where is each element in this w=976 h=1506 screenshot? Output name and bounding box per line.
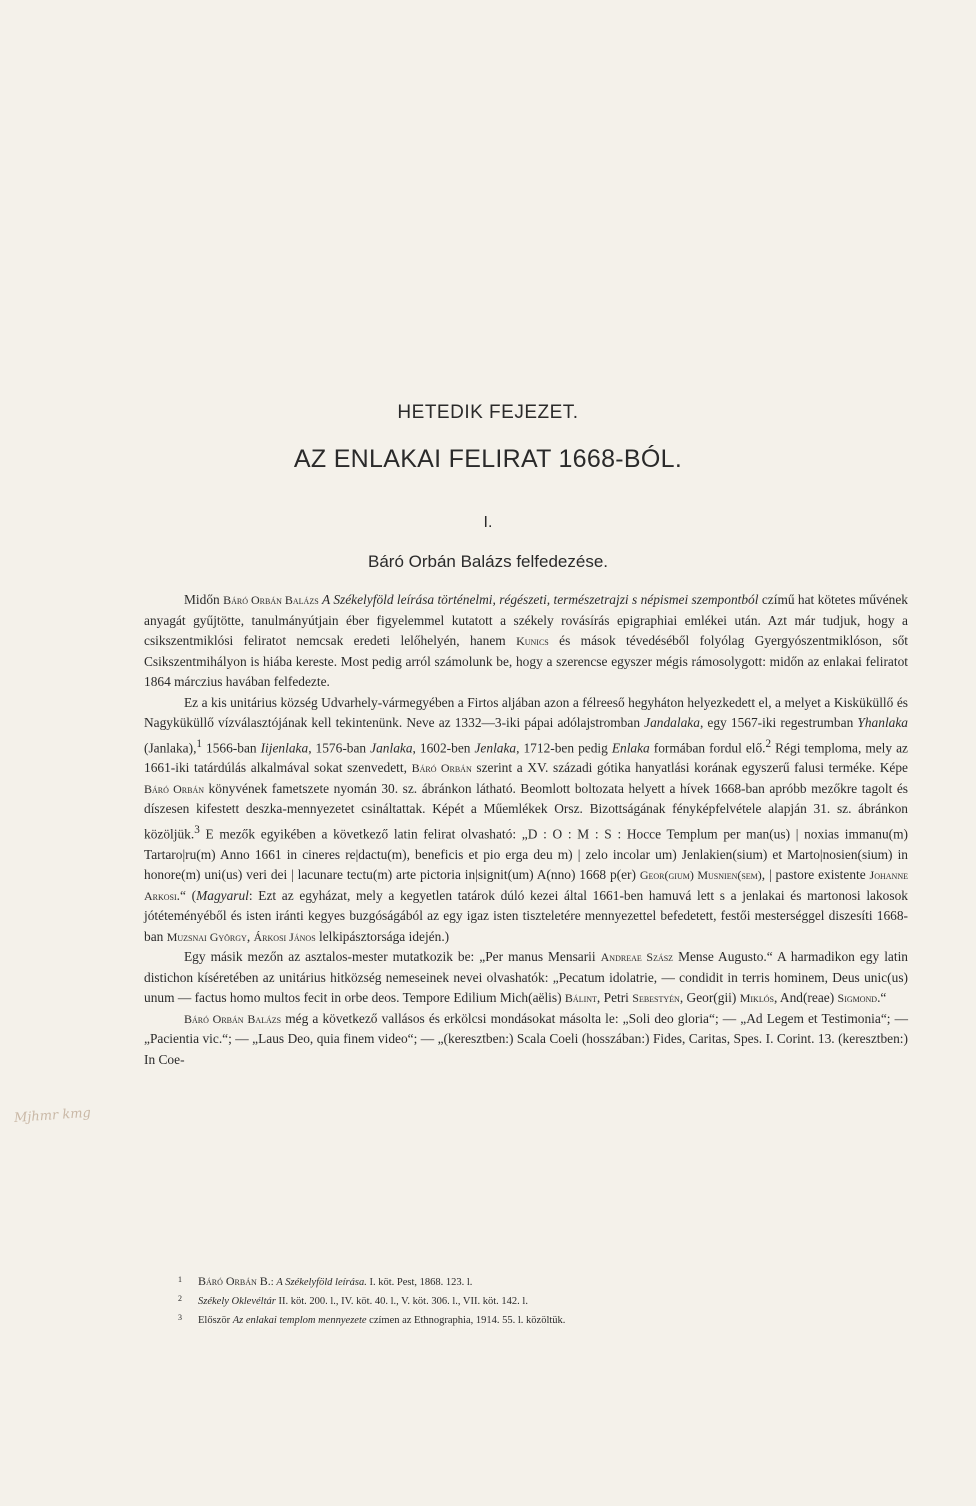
text-run: és mások tévedéséből folyólag Gyergyószentmiklóson, sőt Csikszentmihályon is hiába kereste. Most pedig arról számolunk be, hogy a szerencse egyszer mégis rámosolygott: midőn az enlakai feliratot 1864 márczius havában felfedezte. bbox=[144, 633, 908, 689]
text-run: Johanne Arkosi bbox=[144, 868, 908, 903]
text-run: : bbox=[270, 1277, 277, 1288]
text-run: Régi temploma, mely az 1661-iki tatárdúlás alkalmával sokat szenvedett, bbox=[144, 739, 908, 776]
paragraph bbox=[144, 947, 908, 1009]
footnote-reference: 2 bbox=[765, 737, 772, 750]
text-run: , 1712-ben pedig bbox=[516, 739, 612, 755]
text-run: Székely Oklevéltár bbox=[198, 1296, 276, 1307]
text-run: Báró Orbán bbox=[411, 761, 472, 776]
text-run: II. köt. 200. l., IV. köt. 40. l., V. köt. 306. l., VII. köt. 142. l. bbox=[275, 1296, 528, 1307]
text-run: czímen az Ethnographia, 1914. 55. l. közöltük. bbox=[366, 1315, 566, 1326]
footnotes bbox=[178, 1272, 878, 1329]
text-run: : Ezt az egyházat, mely a kegyetlen tatárok dúló kezei által 1661-ben hamuvá lett s a jenlakai és martonosi lakosok jótéteményéből és isten iránti kegyes buzgóságából az egy igaz isten tiszteletére mennyezettel befedetett, festői mesterséggel diszesíti 1668-ban bbox=[144, 887, 908, 944]
paragraph bbox=[144, 1009, 908, 1071]
text-run: , 1576-ban bbox=[308, 739, 371, 755]
text-run: Midőn bbox=[184, 592, 224, 607]
paragraph bbox=[144, 693, 908, 948]
text-run: , Geor(gii) bbox=[679, 990, 740, 1006]
text-run: Yhanlaka bbox=[857, 715, 908, 730]
paragraph bbox=[144, 590, 908, 693]
text-run: Jenlaka bbox=[474, 739, 517, 755]
text-run: Az enlakai templom mennyezete bbox=[232, 1315, 367, 1326]
text-run: Iijenlaka bbox=[260, 739, 309, 755]
text-run: Janlaka bbox=[370, 739, 413, 755]
text-run: Báró Orbán Balázs bbox=[223, 593, 319, 607]
section-number: I. bbox=[483, 514, 493, 531]
text-run: Egy másik mezőn az asztalos-mester mutatkozik be: „Per manus Mensarii bbox=[184, 949, 601, 965]
text-run: , egy 1567-iki regestrumban bbox=[699, 715, 858, 730]
body-text bbox=[144, 590, 908, 1070]
handwritten-margin-note: Mjhmr kmg bbox=[13, 1105, 92, 1126]
text-run: könyvének fametszete nyomán 30. sz. ábránkon látható. Beomlott boltozata helyett a hívek 1668-ban apróbb mezőkre tagolt és díszesen kifestett deszka-mennyezetet csináltattak. Képét a Műemlékek Orsz. Bizottságának fényképfelvétele alapján 31. sz. ábránkon közöljük. bbox=[144, 780, 908, 842]
text-run: Sigmond bbox=[837, 991, 878, 1006]
text-run: , And(reae) bbox=[773, 990, 838, 1006]
text-run: Bálint bbox=[564, 991, 597, 1006]
footnote-reference: 3 bbox=[194, 823, 200, 836]
text-run: szerint a XV. századi gótika hanyatlási korának egyszerű falusi terméke. Képe bbox=[471, 760, 908, 776]
text-run: Kunics bbox=[516, 634, 549, 648]
footnote-mark: 1 bbox=[178, 1275, 182, 1284]
text-run: Miklós bbox=[739, 991, 774, 1006]
text-run: Magyarul bbox=[196, 887, 249, 903]
text-run: , | pastore existente bbox=[761, 867, 870, 883]
text-run: Ez a kis unitárius község Udvarhely-vármegyében a Firtos aljában azon a félreeső hegyháton helyezkedett el, a melyet a Kisküküllő és Nagyküküllő vízválasztójának kell tekintenünk. Neve az 1332—3-iki pápai adólajstromban bbox=[144, 694, 908, 730]
text-run: Báró Orbán bbox=[144, 781, 204, 796]
text-run: Geor(gium) Musnien(sem) bbox=[639, 868, 762, 883]
footnote-mark: 3 bbox=[178, 1313, 182, 1322]
text-run: Sebestyén bbox=[632, 991, 680, 1006]
text-run: még a következő vallásos és erkölcsi mondásokat másolta le: „Soli deo gloria“; — „Ad Legem et Testimonia“; — „Pacientia vic.“; — „Laus Deo, quia finem video“; — „(keresztben:) Scala Coeli (hosszában:) Fides, Caritas, Spes. I. Corint. 13. (keresztben:) In Coe- bbox=[144, 1010, 908, 1067]
chapter-heading: HETEDIK FEJEZET. bbox=[397, 402, 579, 423]
footnote bbox=[178, 1310, 878, 1329]
text-run: E mezők egyikében a következő latin felirat olvasható: „D : O : M : S : Hocce Templum per man(us) | noxias immanu(m) Tartaro|ru(m) Anno 1661 in cineres re|dactu(m), beneficis et pio erga deu m) | zelo incolar um) Jenlakien(sium) et Marto|nosien(sium) in honore(m) uni(us) veri dei | lacunare tectu(m) arte pictoria in|signit(um) A(nno) 1668 p(er) bbox=[144, 826, 908, 883]
text-run: Először bbox=[198, 1315, 233, 1326]
text-run: A Székelyföld leírása. bbox=[276, 1277, 367, 1288]
text-run: Báró Orbán Balázs bbox=[184, 1011, 282, 1026]
text-run: Muzsnai György bbox=[166, 929, 247, 944]
text-run: I. köt. Pest, 1868. 123. l. bbox=[366, 1277, 473, 1288]
text-run: .“ ( bbox=[176, 887, 197, 903]
text-run: Báró Orbán B. bbox=[198, 1274, 271, 1288]
text-run: Enlaka bbox=[611, 739, 650, 755]
text-run: Mense Augusto.“ A harmadikon egy latin distichon kíséretében az unitárius hitközség nemeseinek nevei olvashatók: „Pecatum idolatrie, — condidit in terris hominem, Deus unic(us) unum — factus homo multos fecit in orbe deos. Tempore Edilium Mich(aëlis) bbox=[144, 949, 908, 1006]
text-run: czímű hat kötetes művének anyagát gyűjtötte, tanulmányútjain éber figyelemmel kutatott a székely rovásírás epigraphiai emlékei után. Azt már tudjuk, hogy a csikszentmiklósi feliratot nemcsak eredeti lelőhelyén, hanem bbox=[144, 592, 908, 648]
text-run: , bbox=[246, 928, 254, 944]
footnote-reference: 1 bbox=[196, 737, 202, 750]
text-run: .“ bbox=[877, 990, 887, 1006]
footnote bbox=[178, 1272, 878, 1291]
footnote-mark: 2 bbox=[178, 1294, 182, 1303]
text-run: A Székelyföld leírása történelmi, régészeti, természetrajzi s népismei szempontból bbox=[322, 592, 759, 607]
text-run: , Petri bbox=[596, 990, 633, 1006]
text-run: lelkipásztorsága idején.) bbox=[315, 928, 450, 944]
footnote bbox=[178, 1291, 878, 1310]
text-run: Jandalaka bbox=[644, 715, 700, 730]
text-run: Árkosi János bbox=[253, 929, 316, 944]
chapter-title: AZ ENLAKAI FELIRAT 1668-BÓL. bbox=[293, 445, 683, 473]
text-run: , 1602-ben bbox=[412, 739, 475, 755]
text-run: (Janlaka), bbox=[144, 739, 197, 755]
section-title: Báró Orbán Balázs felfedezése. bbox=[367, 552, 609, 571]
text-run: Andreae Szász bbox=[600, 950, 674, 965]
text-run: 1566-ban bbox=[202, 739, 261, 755]
text-run: formában fordul elő. bbox=[649, 739, 766, 755]
